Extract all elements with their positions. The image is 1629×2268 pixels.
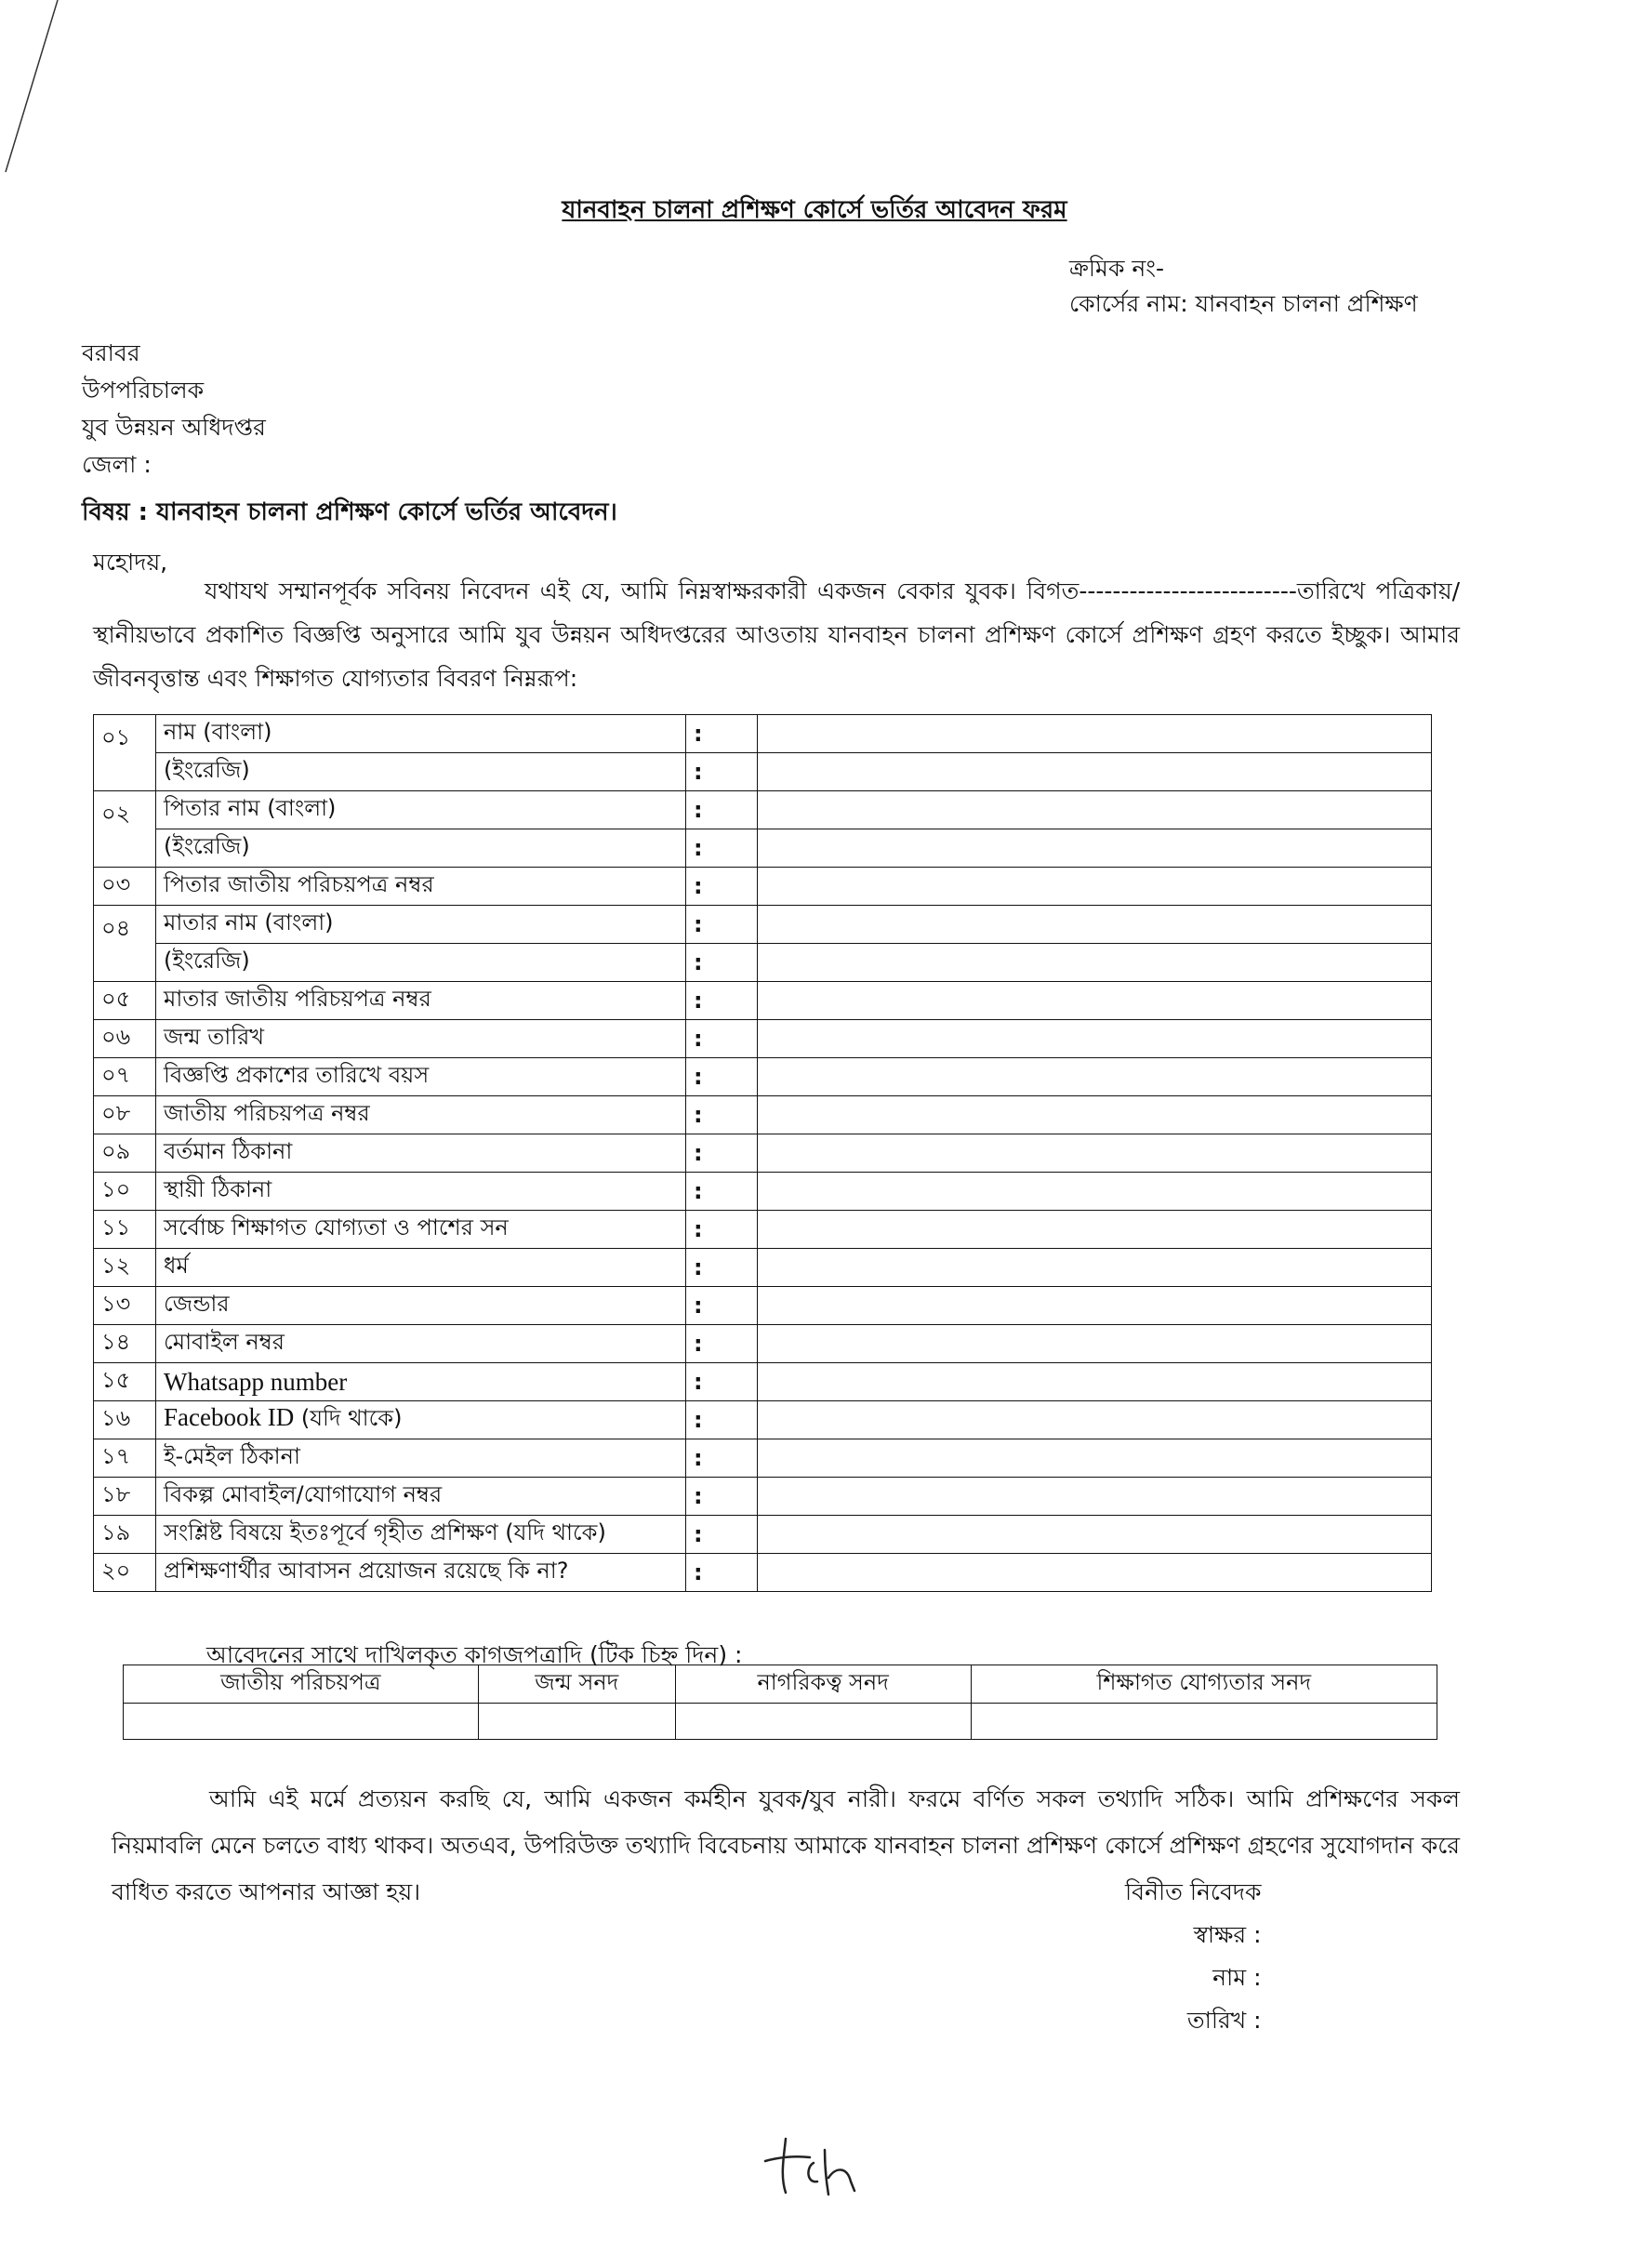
field-label: বর্তমান ঠিকানা bbox=[156, 1134, 686, 1173]
field-label: মাতার জাতীয় পরিচয়পত্র নম্বর bbox=[156, 982, 686, 1020]
signoff-lead: বিনীত নিবেদক bbox=[1125, 1878, 1262, 1905]
field-colon: : bbox=[686, 1439, 758, 1478]
certification-paragraph-text: আমি এই মর্মে প্রত্যয়ন করছি যে, আমি একজন কর্মহীন যুবক/যুব নারী। ফরমে বর্ণিত সকল তথ্যাদি সঠিক। আমি প্রশিক্ষণের সকল নিয়মাবলি মেনে চলতে বাধ্য থাকব। অতএব, উপরিউক্ত তথ্যাদি বিবেচনায় আমাকে যানবাহন চালনা প্রশিক্ষণ কোর্সে প্রশিক্ষণ গ্রহণের সুযোগদান করে বাধিত করতে আপনার আজ্ঞা হয়। bbox=[112, 1785, 1460, 1905]
name-english-input[interactable] bbox=[758, 753, 1432, 791]
field-label: প্রশিক্ষণার্থীর আবাসন প্রয়োজন রয়েছে কি না? bbox=[156, 1554, 686, 1592]
facebook-label: Facebook ID bbox=[164, 1403, 295, 1431]
table-row bbox=[94, 1058, 1432, 1096]
row-number: ০৯ bbox=[94, 1134, 156, 1173]
mobile-input[interactable] bbox=[758, 1325, 1432, 1363]
applicant-info-table bbox=[93, 714, 1432, 1592]
field-colon: : bbox=[686, 1554, 758, 1592]
field-colon: : bbox=[686, 1058, 758, 1096]
field-label: জেন্ডার bbox=[156, 1287, 686, 1325]
table-row bbox=[94, 1554, 1432, 1592]
field-colon: : bbox=[686, 944, 758, 982]
field-colon: : bbox=[686, 1020, 758, 1058]
row-number: ০৬ bbox=[94, 1020, 156, 1058]
field-colon: : bbox=[686, 1478, 758, 1516]
row-number: ০৫ bbox=[94, 982, 156, 1020]
field-label: পিতার নাম (বাংলা) bbox=[156, 791, 686, 829]
signature-label: স্বাক্ষর : bbox=[1193, 1921, 1262, 1948]
name-bangla-input[interactable] bbox=[758, 715, 1432, 753]
alt-mobile-input[interactable] bbox=[758, 1478, 1432, 1516]
mother-name-bangla-input[interactable] bbox=[758, 906, 1432, 944]
field-label: ই-মেইল ঠিকানা bbox=[156, 1439, 686, 1478]
field-colon: : bbox=[686, 1516, 758, 1554]
addressee-line: যুব উন্নয়ন অধিদপ্তর bbox=[82, 414, 266, 441]
field-colon: : bbox=[686, 791, 758, 829]
table-row bbox=[94, 829, 1432, 868]
row-number: ০৮ bbox=[94, 1096, 156, 1134]
education-input[interactable] bbox=[758, 1211, 1432, 1249]
field-colon: : bbox=[686, 1325, 758, 1363]
field-label: (ইংরেজি) bbox=[156, 829, 686, 868]
row-number: ১৯ bbox=[94, 1516, 156, 1554]
documents-header-row bbox=[124, 1665, 1437, 1704]
table-row bbox=[94, 1439, 1432, 1478]
field-label: জন্ম তারিখ bbox=[156, 1020, 686, 1058]
gender-input[interactable] bbox=[758, 1287, 1432, 1325]
row-number: ১১ bbox=[94, 1211, 156, 1249]
table-row bbox=[94, 1173, 1432, 1211]
nid-input[interactable] bbox=[758, 1096, 1432, 1134]
field-label: স্থায়ী ঠিকানা bbox=[156, 1173, 686, 1211]
addressee-block bbox=[82, 335, 266, 484]
email-input[interactable] bbox=[758, 1439, 1432, 1478]
table-row bbox=[94, 1401, 1432, 1439]
date-label: তারিখ : bbox=[1186, 2007, 1262, 2034]
table-row bbox=[94, 1134, 1432, 1173]
row-number: ১৬ bbox=[94, 1401, 156, 1439]
doc-column-header: জন্ম সনদ bbox=[478, 1665, 675, 1704]
row-number: ০৭ bbox=[94, 1058, 156, 1096]
field-colon: : bbox=[686, 1249, 758, 1287]
table-row bbox=[94, 791, 1432, 829]
row-number: ০১ bbox=[94, 715, 156, 791]
salutation: মহোদয়, bbox=[93, 549, 168, 576]
name-label: নাম : bbox=[1212, 1964, 1262, 1991]
intro-paragraph bbox=[93, 569, 1460, 700]
table-row bbox=[94, 1249, 1432, 1287]
row-number: ১৫ bbox=[94, 1363, 156, 1401]
table-row bbox=[94, 1287, 1432, 1325]
field-label: পিতার জাতীয় পরিচয়পত্র নম্বর bbox=[156, 868, 686, 906]
field-colon: : bbox=[686, 715, 758, 753]
field-label: বিকল্প মোবাইল/যোগাযোগ নম্বর bbox=[156, 1478, 686, 1516]
handwritten-initials-mark bbox=[758, 2129, 879, 2204]
birth-certificate-tick-cell[interactable] bbox=[478, 1704, 675, 1740]
field-colon: : bbox=[686, 829, 758, 868]
facebook-input[interactable] bbox=[758, 1401, 1432, 1439]
nid-tick-cell[interactable] bbox=[124, 1704, 479, 1740]
whatsapp-input[interactable] bbox=[758, 1363, 1432, 1401]
field-colon: : bbox=[686, 1363, 758, 1401]
table-row bbox=[94, 1516, 1432, 1554]
mother-nid-input[interactable] bbox=[758, 982, 1432, 1020]
row-number: ০৪ bbox=[94, 906, 156, 982]
field-label: বিজ্ঞপ্তি প্রকাশের তারিখে বয়স bbox=[156, 1058, 686, 1096]
documents-checkbox-row bbox=[124, 1704, 1437, 1740]
facebook-label-suffix: (যদি থাকে) bbox=[294, 1405, 403, 1431]
row-number: ১৮ bbox=[94, 1478, 156, 1516]
row-number: ১৪ bbox=[94, 1325, 156, 1363]
addressee-line: উপপরিচালক bbox=[82, 377, 205, 404]
doc-column-header: শিক্ষাগত যোগ্যতার সনদ bbox=[971, 1665, 1437, 1704]
table-row bbox=[94, 1211, 1432, 1249]
father-nid-input[interactable] bbox=[758, 868, 1432, 906]
present-address-input[interactable] bbox=[758, 1134, 1432, 1173]
table-row bbox=[94, 1325, 1432, 1363]
religion-input[interactable] bbox=[758, 1249, 1432, 1287]
field-colon: : bbox=[686, 906, 758, 944]
table-row bbox=[94, 944, 1432, 982]
field-label: জাতীয় পরিচয়পত্র নম্বর bbox=[156, 1096, 686, 1134]
field-label: (ইংরেজি) bbox=[156, 753, 686, 791]
doc-column-header: নাগরিকত্ব সনদ bbox=[675, 1665, 971, 1704]
field-label: সংশ্লিষ্ট বিষয়ে ইতঃপূর্বে গৃহীত প্রশিক্ষণ (যদি থাকে) bbox=[156, 1516, 686, 1554]
table-row bbox=[94, 1020, 1432, 1058]
addressee-line: বরাবর bbox=[82, 339, 140, 366]
field-colon: : bbox=[686, 1211, 758, 1249]
row-number: ০৩ bbox=[94, 868, 156, 906]
citizenship-tick-cell[interactable] bbox=[675, 1704, 971, 1740]
field-colon: : bbox=[686, 868, 758, 906]
field-colon: : bbox=[686, 1401, 758, 1439]
signoff-block bbox=[1125, 1871, 1262, 2042]
birth-date-input[interactable] bbox=[758, 1020, 1432, 1058]
age-input[interactable] bbox=[758, 1058, 1432, 1096]
serial-number-label: ক্রমিক নং- bbox=[1069, 255, 1165, 282]
education-certificate-tick-cell[interactable] bbox=[971, 1704, 1437, 1740]
subject-line: বিষয় : যানবাহন চালনা প্রশিক্ষণ কোর্সে ভর্তির আবেদন। bbox=[82, 498, 617, 526]
field-label: মাতার নাম (বাংলা) bbox=[156, 906, 686, 944]
documents-heading: আবেদনের সাথে দাখিলকৃত কাগজপত্রাদি (টিক চিহ্ন দিন) : bbox=[206, 1641, 743, 1668]
intro-paragraph-text: যথাযথ সম্মানপূর্বক সবিনয় নিবেদন এই যে, আমি নিম্নস্বাক্ষরকারী একজন বেকার যুবক। বিগত--------------------------তারিখে পত্রিকায়/স্থানীয়ভাবে প্রকাশিত বিজ্ঞপ্তি অনুসারে আমি যুব উন্নয়ন অধিদপ্তরের আওতায় যানবাহন চালনা প্রশিক্ষণ কোর্সে প্রশিক্ষণ গ্রহণ করতে ইচ্ছুক। আমার জীবনবৃত্তান্ত এবং শিক্ষাগত যোগ্যতার বিবরণ নিম্নরূপ: bbox=[93, 577, 1460, 692]
field-colon: : bbox=[686, 1173, 758, 1211]
row-number: ১৭ bbox=[94, 1439, 156, 1478]
row-number: ২০ bbox=[94, 1554, 156, 1592]
father-name-bangla-input[interactable] bbox=[758, 791, 1432, 829]
table-row bbox=[94, 1096, 1432, 1134]
previous-training-input[interactable] bbox=[758, 1516, 1432, 1554]
father-name-english-input[interactable] bbox=[758, 829, 1432, 868]
table-row bbox=[94, 906, 1432, 944]
form-title: যানবাহন চালনা প্রশিক্ষণ কোর্সে ভর্তির আবেদন ফরম bbox=[562, 196, 1067, 224]
table-row bbox=[94, 982, 1432, 1020]
field-label: নাম (বাংলা) bbox=[156, 715, 686, 753]
row-number: ১২ bbox=[94, 1249, 156, 1287]
mother-name-english-input[interactable] bbox=[758, 944, 1432, 982]
field-colon: : bbox=[686, 982, 758, 1020]
documents-table bbox=[123, 1665, 1437, 1740]
row-number: ১৩ bbox=[94, 1287, 156, 1325]
doc-column-header: জাতীয় পরিচয়পত্র bbox=[124, 1665, 479, 1704]
table-row bbox=[94, 1363, 1432, 1401]
addressee-line: জেলা : bbox=[82, 451, 152, 478]
row-number: ০২ bbox=[94, 791, 156, 868]
field-colon: : bbox=[686, 1134, 758, 1173]
field-colon: : bbox=[686, 753, 758, 791]
field-label: সর্বোচ্চ শিক্ষাগত যোগ্যতা ও পাশের সন bbox=[156, 1211, 686, 1249]
field-label: মোবাইল নম্বর bbox=[156, 1325, 686, 1363]
table-row bbox=[94, 868, 1432, 906]
field-label: (ইংরেজি) bbox=[156, 944, 686, 982]
field-label: ধর্ম bbox=[156, 1249, 686, 1287]
accommodation-input[interactable] bbox=[758, 1554, 1432, 1592]
table-row bbox=[94, 753, 1432, 791]
table-row bbox=[94, 715, 1432, 753]
row-number: ১০ bbox=[94, 1173, 156, 1211]
field-label: Whatsapp number bbox=[156, 1363, 686, 1401]
form-meta bbox=[1069, 251, 1418, 322]
field-colon: : bbox=[686, 1096, 758, 1134]
table-row bbox=[94, 1478, 1432, 1516]
scan-artifact-line bbox=[0, 0, 74, 186]
permanent-address-input[interactable] bbox=[758, 1173, 1432, 1211]
field-label bbox=[156, 1401, 686, 1439]
field-colon: : bbox=[686, 1287, 758, 1325]
course-name-line: কোর্সের নাম: যানবাহন চালনা প্রশিক্ষণ bbox=[1069, 290, 1418, 317]
